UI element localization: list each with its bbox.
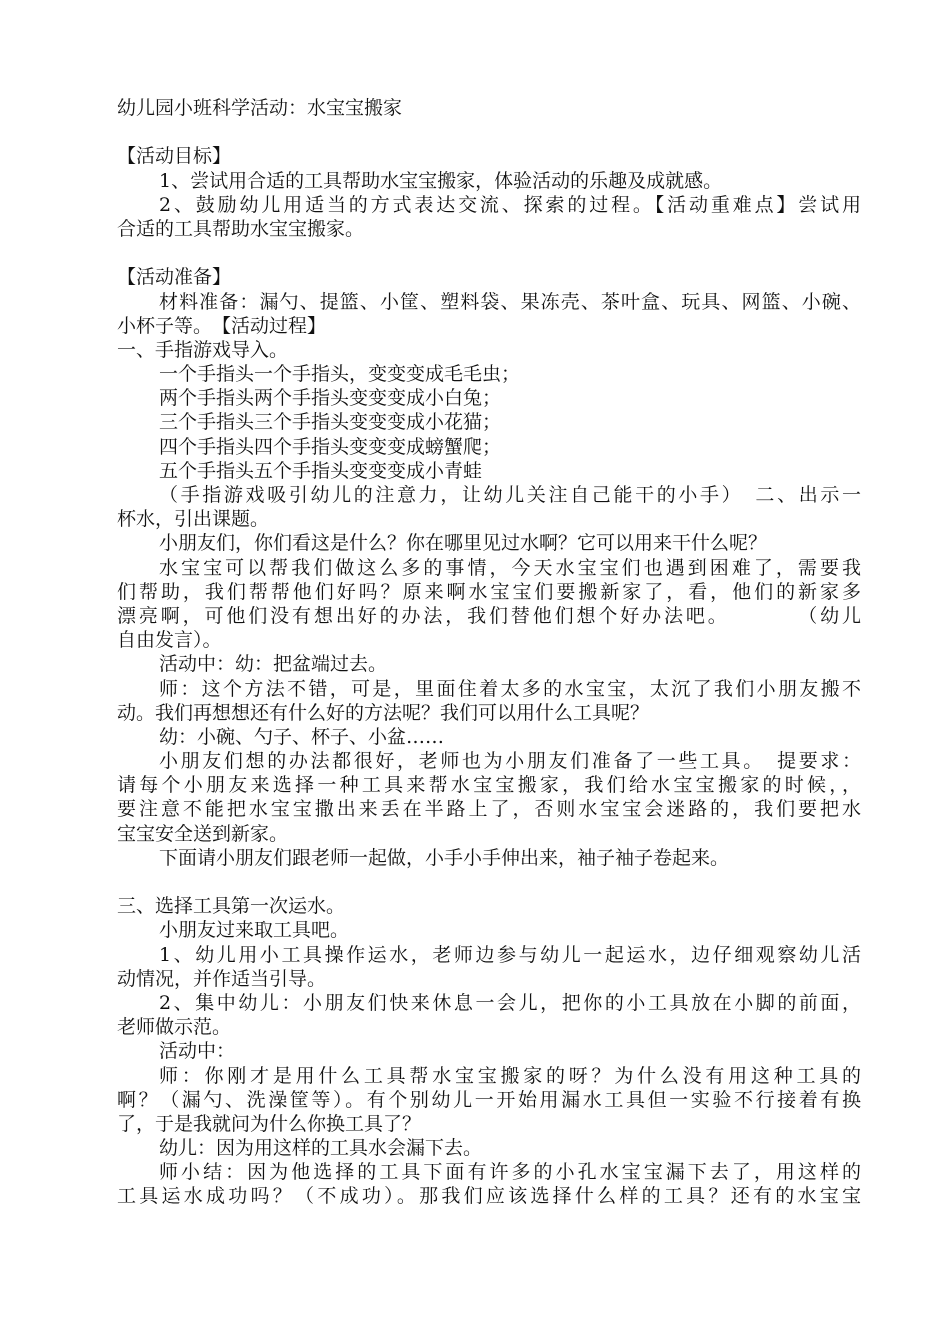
paragraph-line: 老师做示范。: [117, 1016, 232, 1039]
paragraph-line: 啊？（漏勺、洗澡筐等）。有个别幼儿一开始用漏水工具但一实验不行接着有换: [117, 1088, 861, 1111]
paragraph-line: （手指游戏吸引幼儿的注意力，让幼儿关注自己能干的小手） 二、出示一: [159, 484, 861, 506]
prep-heading: 【活动准备】: [117, 266, 232, 289]
section-3-heading: 三、选择工具第一次运水。: [117, 895, 346, 918]
paragraph-line: 杯水，引出课题。: [117, 508, 270, 531]
paragraph-line: 幼：小碗、勺子、杯子、小盆……: [159, 725, 445, 748]
paragraph-line: 要注意不能把水宝宝撒出来丢在半路上了，否则水宝宝会迷路的，我们要把水: [117, 798, 861, 821]
paragraph-line: 漂亮啊，可他们没有想出好的办法，我们替他们想个好办法吧。 （幼儿: [117, 604, 861, 627]
blank-line: [117, 870, 861, 894]
prep-line-2: 小杯子等。 【活动过程】: [117, 314, 327, 337]
paragraph-line: 活动中：幼：把盆端过去。: [159, 653, 388, 676]
rhyme-line-2: 两个手指头两个手指头变变变成小白兔；: [159, 387, 502, 410]
rhyme-line-5: 五个手指头五个手指头变变变成小青蛙: [159, 459, 483, 482]
paragraph-line: 下面请小朋友们跟老师一起做，小手小手伸出来，袖子袖子卷起来。: [159, 846, 730, 869]
paragraph-line: 请每个小朋友来选择一种工具来帮水宝宝搬家，我们给水宝宝搬家的时候，，: [117, 774, 861, 797]
rhyme-line-3: 三个手指头三个手指头变变变成小花猫；: [159, 411, 502, 434]
paragraph-line: 工具运水成功吗？（不成功）。那我们应该选择什么样的工具？还有的水宝宝: [117, 1185, 861, 1208]
paragraph-line: 动情况，并作适当引导。: [117, 967, 327, 990]
paragraph-line: 2、集中幼儿：小朋友们快来休息一会儿，把你的小工具放在小脚的前面，: [159, 991, 861, 1014]
paragraph-line: 自由发言）。: [117, 629, 222, 652]
document-title: 幼儿园小班科学活动：水宝宝搬家: [117, 97, 403, 119]
goals-heading: 【活动目标】: [117, 145, 232, 168]
document-page: [117, 96, 861, 1209]
paragraph-line: 1、幼儿用小工具操作运水，老师边参与幼儿一起运水，边仔细观察幼儿活: [159, 943, 861, 966]
blank-line: [117, 241, 861, 265]
paragraph-line: 们帮助，我们帮帮他们好吗？原来啊水宝宝们要搬新家了，看，他们的新家多: [117, 580, 861, 603]
paragraph-line: 活动中：: [159, 1040, 236, 1063]
paragraph-line: 了，于是我就问为什么你换工具了？: [117, 1112, 422, 1135]
paragraph-line: 小朋友过来取工具吧。: [159, 919, 350, 942]
rhyme-line-4: 四个手指头四个手指头变变变成螃蟹爬；: [159, 435, 502, 458]
goal-2-line-2: 合适的工具帮助水宝宝搬家。: [117, 217, 365, 240]
section-1-heading: 一、手指游戏导入。: [117, 338, 289, 361]
paragraph-line: 动。我们再想想还有什么好的方法呢？我们可以用什么工具呢？: [117, 701, 650, 724]
paragraph-line: 师：这个方法不错，可是，里面住着太多的水宝宝，太沉了我们小朋友搬不: [159, 677, 861, 700]
paragraph-line: 宝宝安全送到新家。: [117, 822, 289, 845]
goal-2-line-1: 2、鼓励幼儿用适当的方式表达交流、探索的过程。【活动重难点】尝试用: [159, 193, 861, 216]
prep-line-1: 材料准备：漏勺、提篮、小筐、塑料袋、果冻壳、茶叶盒、玩具、网篮、小碗、: [159, 290, 861, 313]
rhyme-line-1: 一个手指头一个手指头，变变变成毛毛虫；: [159, 363, 521, 386]
blank-line: [117, 120, 861, 144]
goal-1: 1、尝试用合适的工具帮助水宝宝搬家，体验活动的乐趣及成就感。: [159, 169, 723, 192]
paragraph-line: 水宝宝可以帮我们做这么多的事情，今天水宝宝们也遇到困难了，需要我: [159, 556, 861, 579]
paragraph-line: 幼儿：因为用这样的工具水会漏下去。: [159, 1137, 483, 1160]
paragraph-line: 师小结：因为他选择的工具下面有许多的小孔水宝宝漏下去了，用这样的: [159, 1161, 861, 1184]
paragraph-line: 小朋友们，你们看这是什么？你在哪里见过水啊？它可以用来干什么呢？: [159, 532, 768, 555]
paragraph-line: 师：你刚才是用什么工具帮水宝宝搬家的呀？为什么没有用这种工具的: [159, 1064, 861, 1087]
paragraph-line: 小朋友们想的办法都很好，老师也为小朋友们准备了一些工具。 提要求：: [159, 750, 861, 773]
